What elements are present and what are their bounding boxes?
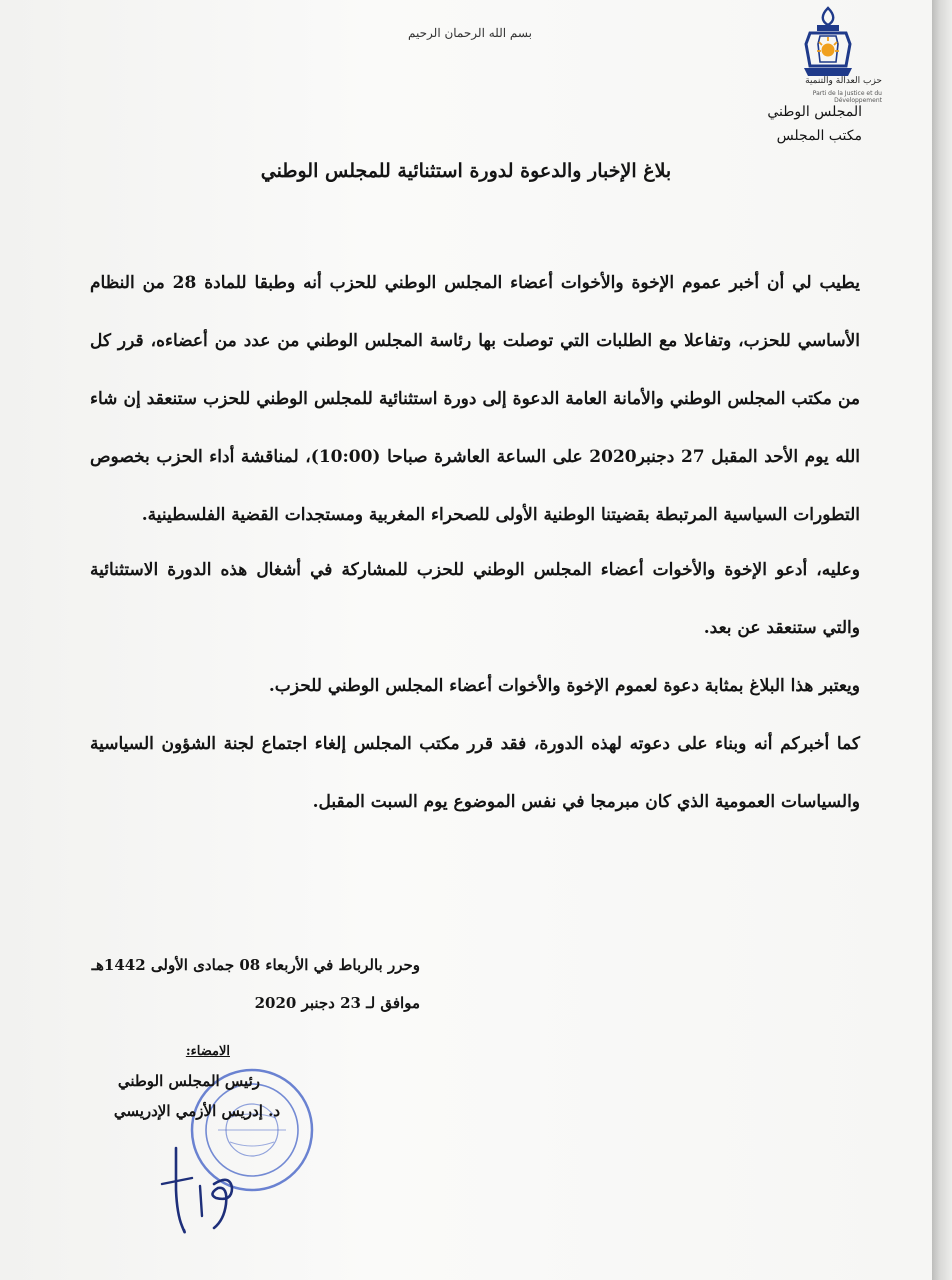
handwritten-signature-icon (150, 1128, 270, 1238)
paragraph-invitation: وعليه، أدعو الإخوة والأخوات أعضاء المجلس الوطني للحزب للمشاركة في أشغال هذه الدورة الاستثنائية والتي ستنعقد عن بعد. (90, 560, 860, 638)
paragraph-cancellation: كما أخبركم أنه وبناء على دعوته لهذه الدورة، فقد قرر مكتب المجلس إلغاء اجتماع لجنة الشؤون السياسية والسياسات العمومية الذي كان مبرمجا في نفس الموضوع يوم السبت المقبل. (90, 734, 860, 812)
basmala: بسم الله الرحمان الرحيم (408, 26, 532, 40)
hijri-date: وحرر بالرباط في الأربعاء 08 جمادى الأولى 1442هـ (91, 956, 420, 974)
paragraph-announcement: يطيب لي أن أخبر عموم الإخوة والأخوات أعضاء المجلس الوطني للحزب أنه وطبقا للمادة 28 من النظام الأساسي للحزب، وتفاعلا مع الطلبات التي توصلت بها رئاسة المجلس الوطني من عدد من أعضاءه، قرر كل من مكتب المجلس الوطني والأمانة العامة الدعوة إلى دورة استثنائية للمجلس الوطني للحزب ستنعقد إن شاء الله يوم الأحد المقبل 27 دجنبر2020 على الساعة العاشرة صباحا (10:00)، لمناقشة أداء الحزب بخصوص التطورات السياسية المرتبطة بقضيتنا الوطنية الأولى للصحراء المغربية ومستجدات القضية الفلسطينية. (90, 273, 860, 525)
signatory-name: د. إدريس الأزمي الإدريسي (113, 1102, 280, 1120)
council-name: المجلس الوطني (767, 104, 862, 120)
paragraph-notice: ويعتبر هذا البلاغ بمثابة دعوة لعموم الإخوة والأخوات أعضاء المجلس الوطني للحزب. (268, 676, 860, 696)
page-shadow-edge (932, 0, 952, 1280)
signature-heading: الامضاء: (185, 1044, 230, 1059)
logo-party-name-fr: Parti de la Justice et du Développement (812, 90, 882, 104)
document-title: بلاغ الإخبار والدعوة لدورة استثنائية للمجلس الوطني (260, 160, 672, 182)
signatory-title: رئيس المجلس الوطني (117, 1072, 260, 1090)
gregorian-date: موافق لـ 23 دجنبر 2020 (254, 994, 420, 1012)
logo-party-name-ar: حزب العدالة والتنمية (805, 76, 882, 86)
bureau-name: مكتب المجلس (776, 128, 862, 144)
